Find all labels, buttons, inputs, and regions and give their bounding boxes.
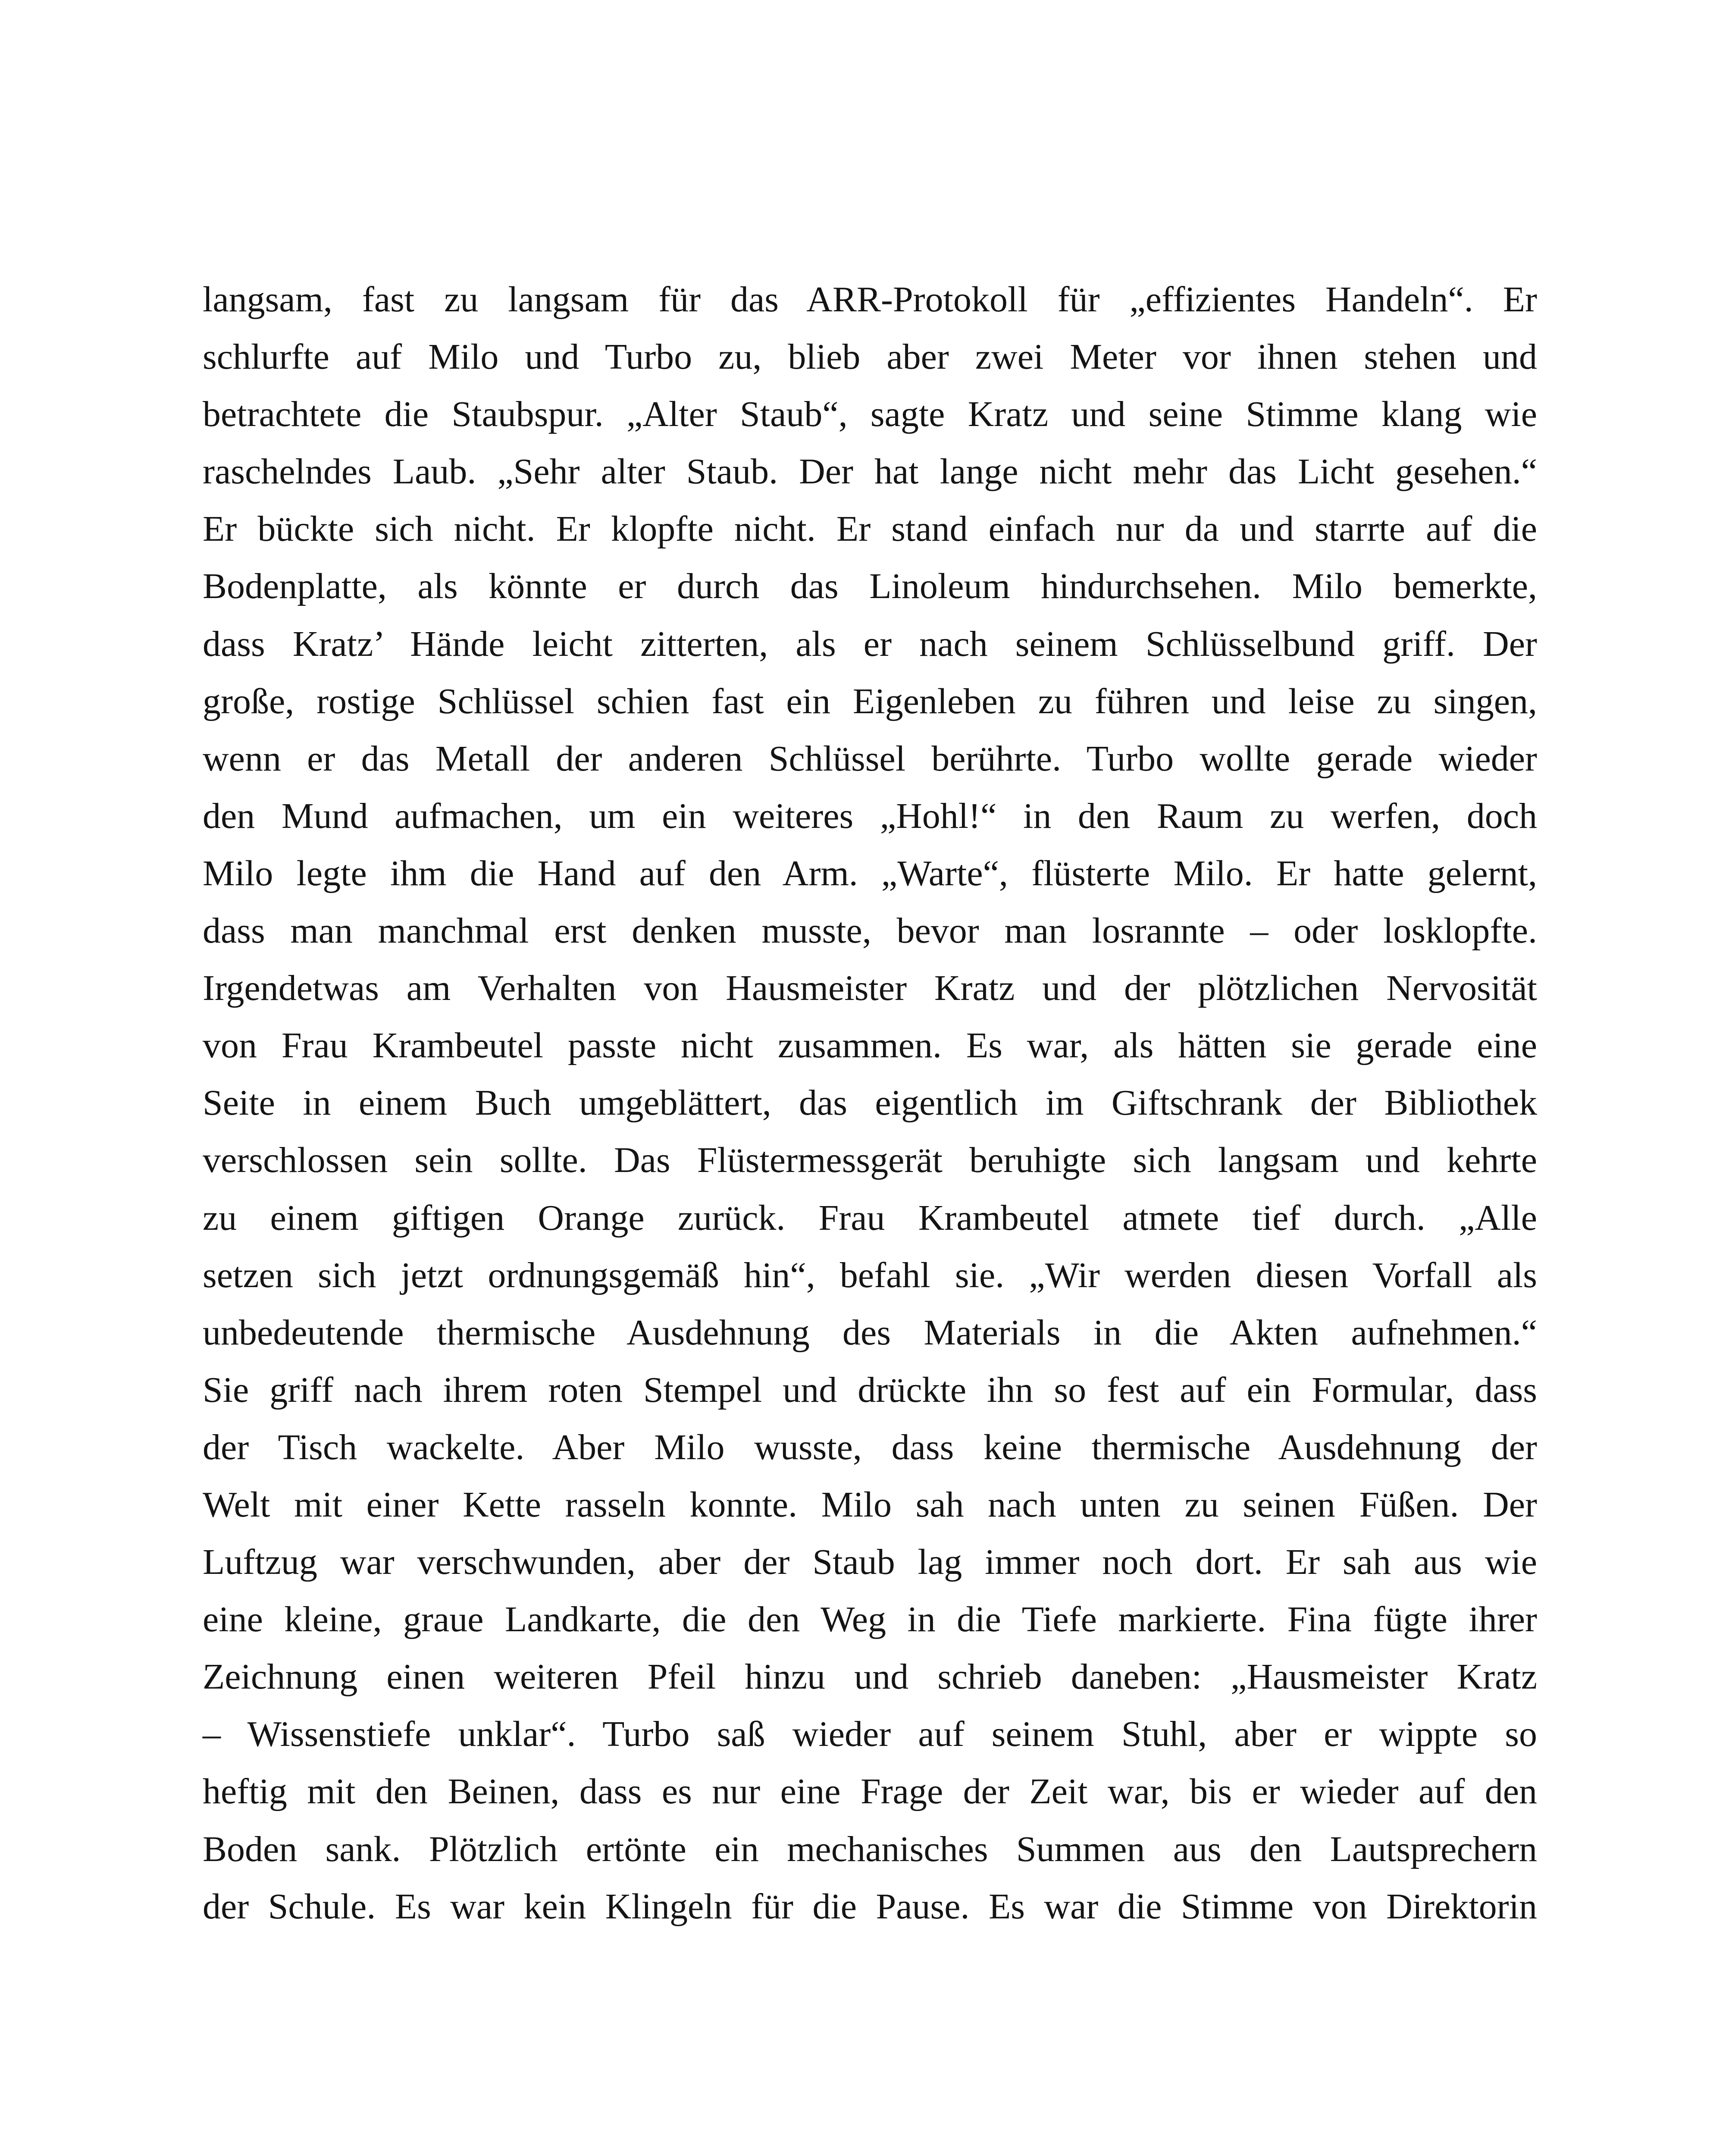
text-line: schlurfte auf Milo und Turbo zu, blieb aber zwei Meter vor ihnen stehen und <box>203 337 1537 377</box>
text-line: Zeichnung einen weiteren Pfeil hinzu und schrieb daneben: „Hausmeister Kratz <box>203 1657 1537 1697</box>
text-line: wenn er das Metall der anderen Schlüssel berührte. Turbo wollte gerade wieder <box>203 738 1537 779</box>
text-line: Er bückte sich nicht. Er klopfte nicht. Er stand einfach nur da und starrte auf die <box>203 509 1537 549</box>
text-line: verschlossen sein sollte. Das Flüstermessgerät beruhigte sich langsam und kehrte <box>203 1140 1537 1181</box>
text-line: Milo legte ihm die Hand auf den Arm. „Warte“, flüsterte Milo. Er hatte gelernt, <box>203 853 1537 893</box>
text-line: eine kleine, graue Landkarte, die den Weg in die Tiefe markierte. Fina fügte ihrer <box>203 1599 1537 1640</box>
text-line: Bodenplatte, als könnte er durch das Linoleum hindurchsehen. Milo bemerkte, <box>203 566 1537 607</box>
text-line: Welt mit einer Kette rasseln konnte. Milo sah nach unten zu seinen Füßen. Der <box>203 1484 1537 1525</box>
text-line: langsam, fast zu langsam für das ARR-Protokoll für „effizientes Handeln“. Er <box>203 279 1537 320</box>
text-line: Boden sank. Plötzlich ertönte ein mechanisches Summen aus den Lautsprechern <box>203 1829 1537 1869</box>
text-line: große, rostige Schlüssel schien fast ein Eigenleben zu führen und leise zu singen, <box>203 681 1537 721</box>
text-line: Sie griff nach ihrem roten Stempel und drückte ihn so fest auf ein Formular, dass <box>203 1369 1537 1410</box>
text-line: heftig mit den Beinen, dass es nur eine Frage der Zeit war, bis er wieder auf den <box>203 1771 1537 1812</box>
text-line: der Schule. Es war kein Klingeln für die Pause. Es war die Stimme von Direktorin <box>203 1886 1537 1927</box>
text-line: Luftzug war verschwunden, aber der Staub lag immer noch dort. Er sah aus wie <box>203 1542 1537 1583</box>
text-line: setzen sich jetzt ordnungsgemäß hin“, befahl sie. „Wir werden diesen Vorfall als <box>203 1255 1537 1295</box>
text-line: Seite in einem Buch umgeblättert, das eigentlich im Giftschrank der Bibliothek <box>203 1083 1537 1123</box>
text-line: von Frau Krambeutel passte nicht zusammen. Es war, als hätten sie gerade eine <box>203 1025 1537 1066</box>
text-line: Irgendetwas am Verhalten von Hausmeister Kratz und der plötzlichen Nervosität <box>203 968 1537 1009</box>
text-line: zu einem giftigen Orange zurück. Frau Krambeutel atmete tief durch. „Alle <box>203 1197 1537 1238</box>
text-line: den Mund aufmachen, um ein weiteres „Hohl!“ in den Raum zu werfen, doch <box>203 796 1537 836</box>
text-line: betrachtete die Staubspur. „Alter Staub“, sagte Kratz und seine Stimme klang wie <box>203 394 1537 435</box>
text-line: der Tisch wackelte. Aber Milo wusste, dass keine thermische Ausdehnung der <box>203 1427 1537 1467</box>
text-line: dass man manchmal erst denken musste, bevor man losrannte – oder losklopfte. <box>203 911 1537 951</box>
text-line: raschelndes Laub. „Sehr alter Staub. Der hat lange nicht mehr das Licht gesehen.“ <box>203 451 1537 492</box>
text-line: – Wissenstiefe unklar“. Turbo saß wieder auf seinem Stuhl, aber er wippte so <box>203 1714 1537 1755</box>
body-text <box>203 271 1537 1935</box>
text-line: unbedeutende thermische Ausdehnung des Materials in die Akten aufnehmen.“ <box>203 1312 1537 1353</box>
text-line: dass Kratz’ Hände leicht zitterten, als er nach seinem Schlüsselbund griff. Der <box>203 624 1537 664</box>
